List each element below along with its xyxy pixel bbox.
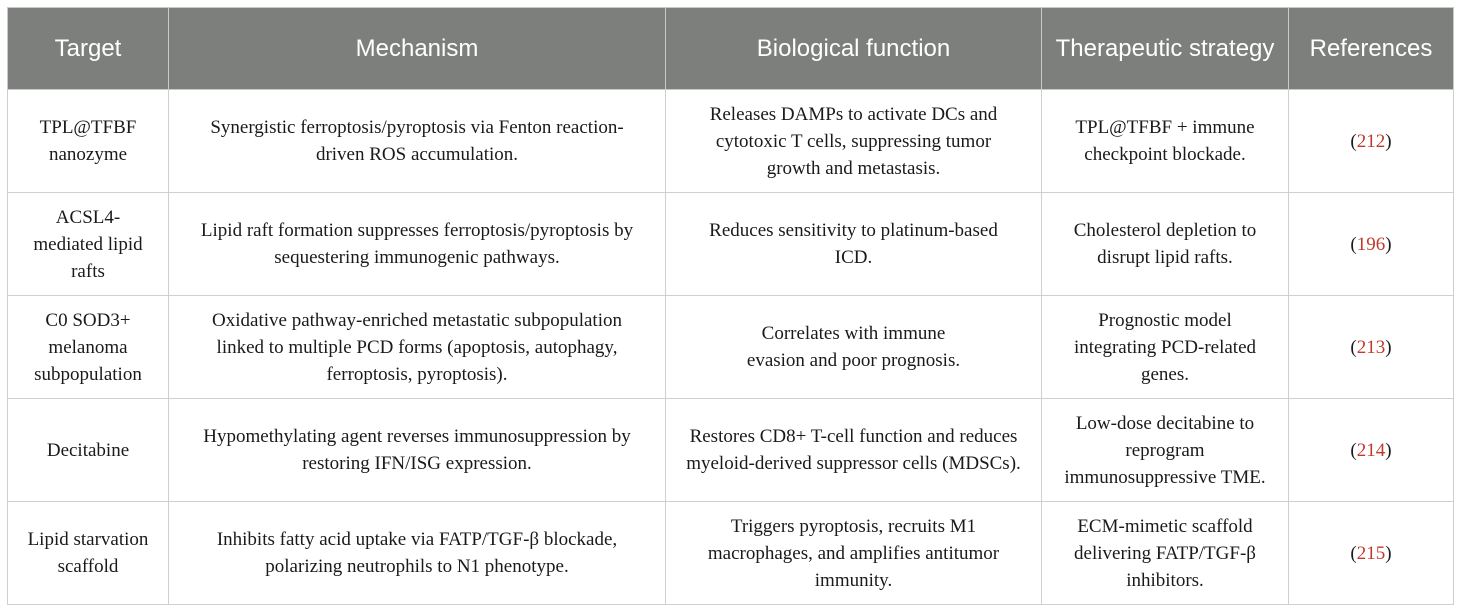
table-container xyxy=(7,7,1453,605)
header-target: Target xyxy=(8,8,169,90)
reference-link[interactable]: 212 xyxy=(1356,130,1386,152)
cell-mechanism: Hypomethylating agent reverses immunosuppression by restoring IFN/ISG expression. xyxy=(169,399,666,502)
table-row xyxy=(8,296,1454,399)
ref-close: ) xyxy=(1385,542,1392,564)
cell-therapeutic-strategy: ECM-mimetic scaffold delivering FATP/TGF-β inhibitors. xyxy=(1042,502,1289,605)
ref-close: ) xyxy=(1385,233,1392,255)
ref-close: ) xyxy=(1385,336,1392,358)
header-therapeutic-strategy: Therapeutic strategy xyxy=(1042,8,1289,90)
reference-link[interactable]: 214 xyxy=(1356,439,1386,461)
cell-mechanism: Synergistic ferroptosis/pyroptosis via Fenton reaction-driven ROS accumulation. xyxy=(169,90,666,193)
header-biological-function: Biological function xyxy=(666,8,1042,90)
ref-open: ( xyxy=(1350,130,1357,152)
data-table xyxy=(7,7,1454,605)
cell-therapeutic-strategy: Prognostic model integrating PCD-related genes. xyxy=(1042,296,1289,399)
ref-close: ) xyxy=(1385,130,1392,152)
header-mechanism: Mechanism xyxy=(169,8,666,90)
cell-therapeutic-strategy: Cholesterol depletion to disrupt lipid rafts. xyxy=(1042,193,1289,296)
cell-references xyxy=(1289,502,1454,605)
cell-biological-function: Releases DAMPs to activate DCs and cytotoxic T cells, suppressing tumor growth and metastasis. xyxy=(666,90,1042,193)
cell-target: TPL@TFBF nanozyme xyxy=(8,90,169,193)
reference-link[interactable]: 213 xyxy=(1356,336,1386,358)
cell-references xyxy=(1289,193,1454,296)
cell-target: ACSL4-mediated lipid rafts xyxy=(8,193,169,296)
ref-open: ( xyxy=(1350,542,1357,564)
ref-open: ( xyxy=(1350,336,1357,358)
cell-references xyxy=(1289,296,1454,399)
table-row xyxy=(8,399,1454,502)
cell-references xyxy=(1289,399,1454,502)
cell-biological-function: Restores CD8+ T-cell function and reduces myeloid-derived suppressor cells (MDSCs). xyxy=(666,399,1042,502)
cell-references xyxy=(1289,90,1454,193)
cell-target: Decitabine xyxy=(8,399,169,502)
cell-biological-function: Triggers pyroptosis, recruits M1 macrophages, and amplifies antitumor immunity. xyxy=(666,502,1042,605)
header-references: References xyxy=(1289,8,1454,90)
header-row xyxy=(8,8,1454,90)
table-row xyxy=(8,90,1454,193)
cell-target: C0 SOD3+ melanoma subpopulation xyxy=(8,296,169,399)
cell-mechanism: Inhibits fatty acid uptake via FATP/TGF-β blockade, polarizing neutrophils to N1 phenotype. xyxy=(169,502,666,605)
cell-biological-function: Correlates with immune evasion and poor prognosis. xyxy=(666,296,1042,399)
reference-link[interactable]: 196 xyxy=(1356,233,1386,255)
reference-link[interactable]: 215 xyxy=(1356,542,1386,564)
cell-target: Lipid starvation scaffold xyxy=(8,502,169,605)
cell-therapeutic-strategy: TPL@TFBF + immune checkpoint blockade. xyxy=(1042,90,1289,193)
cell-therapeutic-strategy: Low-dose decitabine to reprogram immunosuppressive TME. xyxy=(1042,399,1289,502)
ref-open: ( xyxy=(1350,439,1357,461)
cell-biological-function: Reduces sensitivity to platinum-based ICD. xyxy=(666,193,1042,296)
ref-close: ) xyxy=(1385,439,1392,461)
table-row xyxy=(8,193,1454,296)
table-row xyxy=(8,502,1454,605)
cell-mechanism: Oxidative pathway-enriched metastatic subpopulation linked to multiple PCD forms (apoptosis, autophagy, ferroptosis, pyroptosis). xyxy=(169,296,666,399)
cell-mechanism: Lipid raft formation suppresses ferroptosis/pyroptosis by sequestering immunogenic pathways. xyxy=(169,193,666,296)
ref-open: ( xyxy=(1350,233,1357,255)
